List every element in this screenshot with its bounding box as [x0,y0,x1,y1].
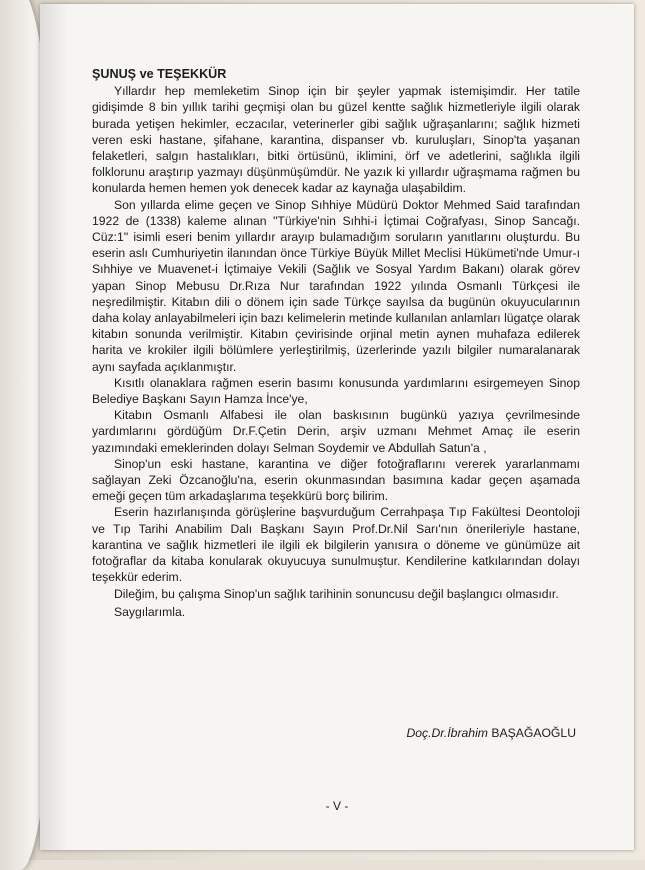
signature-surname: BAŞAĞAOĞLU [491,726,576,740]
book-page [40,4,634,850]
paragraph: Eserin hazırlanışında görüşlerine başvurduğum Cerrahpaşa Tıp Fakültesi Deontoloji ve Tıp Tarihi Anabilim Dalı Başkanı Sayın Prof.Dr.Nil Sarı'nın önerileriyle hastane, karantina ve sağlık hizmetleri ile ilgili ek bilgilerin yanısıra o döneme ve günümüze ait fotoğraflar da kitaba konularak okuyucuya sunulmuştur. Kendilerine katkılarından dolayı teşekkür ederim. [92,505,580,585]
closing-line: Saygılarımla. [114,604,186,619]
page-number: - V - [325,799,349,813]
paragraph: Dileğim, bu çalışma Sinop'un sağlık tarihinin sonuncusu değil başlangıcı olmasıdır. [114,586,559,601]
paragraph: Yıllardır hep memleketim Sinop için bir şeyler yapmak istemişimdir. Her tatile gidişimde 8 bin yıllık tarihi geçmişi olan bu güzel kentte sağlık hizmetleriyle ilgili olarak burada yetişen hekimler, eczacılar, veterinerler gibi sağlık uğraşanlarını; sağlık hizmeti veren eski hastane, şifahane, karantina, dispanser vb. kuruluşları, Sinop'ta yaşanan felaketleri, salgın hastalıkları, bitki örtüsünü, iklimini, örf ve adetlerini, sağlıkla ilgili folklorunu araştırıp yazmayı düşünmüşümdür. Ne yazık ki yıllardır uğraşmama rağmen bu konularda hemen hemen yok denecek kadar az kaynağa ulaşabildim. [92,84,580,196]
section-title: ŞUNUŞ ve TEŞEKKÜR [92,67,227,81]
author-signature [406,726,576,740]
paragraph: Kitabın Osmanlı Alfabesi ile olan baskısının bugünkü yazıya çevrilmesinde yardımlarını gördüğüm Dr.F.Çetin Derin, arşiv uzmanı Mehmet Amaç ile eserin yazımındaki emeklerinden dolayı Selman Soydemir ve Abdullah Satun'a , [92,408,580,455]
paragraph: Kısıtlı olanaklara rağmen eserin basımı konusunda yardımlarını esirgemeyen Sinop Belediye Başkanı Sayın Hamza İnce'ye, [92,375,580,407]
signature-name: Doç.Dr.İbrahim [406,726,488,740]
preface-text [92,66,580,620]
paragraph: Son yıllarda elime geçen ve Sinop Sıhhiye Müdürü Doktor Mehmed Said tarafından 1922 de (1338) kaleme alınan "Türkiye'nin Sıhhi-i İçtimai Coğrafyası, Sinop Sancağı. Cüz:1" isimli eseri benim yıllardır arayıp bulamadığım soruların yanıtlarını oluşturdu. Bu eserin aslı Cumhuriyetin ilanından önce Türkiye Büyük Millet Meclisi Hükümeti'nde Umur-ı Sıhhiye ve Muavenet-i İçtimaiye Vekili (Sağlık ve Sosyal Yardım Bakanı) olarak görev yapan Sinop Mebusu Dr.Rıza Nur tarafından 1922 yılında Osmanlı Türkçesi ile neşredilmiştir. Kitabın dili o dönem için sade Türkçe sayılsa da bugünün okuyucularının daha kolay anlayabilmeleri için bazı kelimelerin metinde kullanılan anlamları lügatçe olarak kitabın sonunda verilmiştir. Kitabın çevirisinde orjinal metin aynen muhafaza edilerek harita ve krokiler ilgili bölümlere yerleştirilmiş, üzerlerinde yazılı bilgiler numaralanarak aynı sayfada açıklanmıştır. [92,197,580,374]
paragraph: Sinop'un eski hastane, karantina ve diğer fotoğraflarını vererek yararlanmamı sağlayan Zeki Özcanoğlu'na, eserin okunmasından basımına kadar geçen aşamada emeği geçen tüm arkadaşlarıma teşekkürü borç bilirim. [92,456,580,504]
